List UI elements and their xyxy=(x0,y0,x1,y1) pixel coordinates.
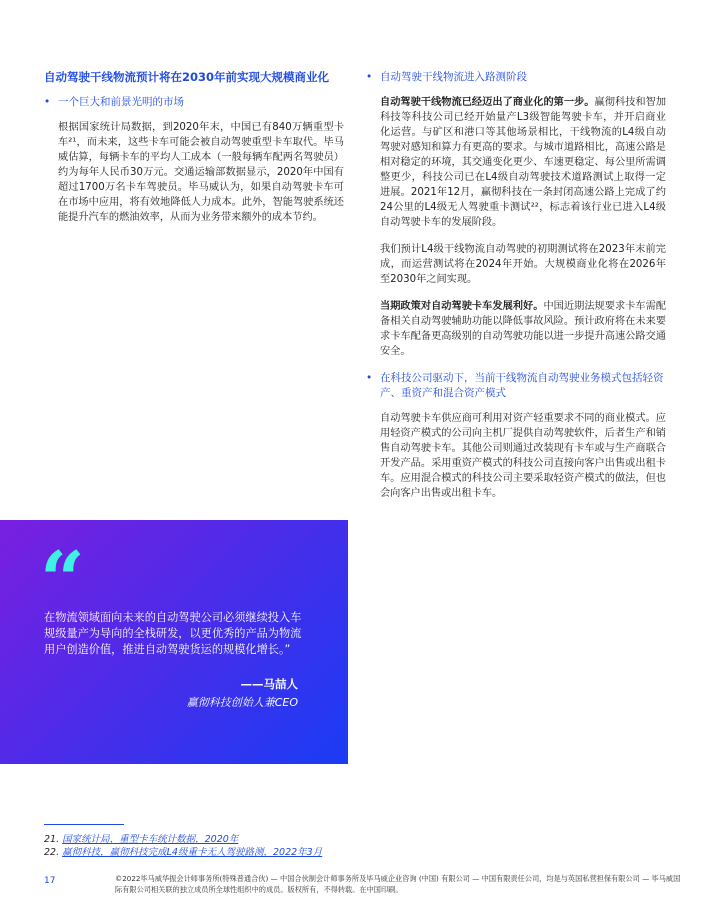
commercialization-lead: 自动驾驶干线物流已经迈出了商业化的第一步。 xyxy=(380,97,595,108)
footnote-number: 21. xyxy=(44,834,60,845)
quote-author: ——马喆人 xyxy=(240,677,298,691)
legal-notice: ©2022毕马威华振会计师事务所(特殊普通合伙) — 中国合伙制会计师事务所及毕马威企业咨询 (中国) 有限公司 — 中国有限责任公司，均是与英国私营担保有限公司 — 毕马威国际有限公司相关联的独立成员所全球性组织中的成员。版权所有，不得转载。在中国印刷。 xyxy=(115,874,681,894)
bullet-road-test-text: 自动驾驶干线物流进入路测阶段 xyxy=(380,71,527,83)
commercialization-paragraph xyxy=(380,95,666,230)
bullet-market xyxy=(44,95,344,110)
timeline-paragraph: 我们预计L4级干线物流自动驾驶的初期测试将在2023年末前完成，而运营测试将在2024年开始。大规模商业化将在2026年至2030年之间实现。 xyxy=(380,244,666,285)
footnote-link[interactable]: 赢彻科技，赢彻科技完成L4级重卡无人驾驶路测，2022年3月 xyxy=(62,847,323,858)
left-column xyxy=(44,70,344,237)
bullet-dot-icon: • xyxy=(44,96,51,108)
section-heading: 自动驾驶干线物流预计将在2030年前实现大规模商业化 xyxy=(44,70,330,84)
footnote-link[interactable]: 国家统计局，重型卡车统计数据，2020年 xyxy=(62,834,239,845)
business-models-paragraph: 自动驾驶卡车供应商可利用对资产轻重要求不同的商业模式。应用轻资产模式的公司向主机厂提供自动驾驶软件，后者生产和销售自动驾驶卡车。其他公司则通过改装现有卡车或与生产商联合开发产品。采用重资产模式的科技公司直接向客户出售或出租卡车。应用混合模式的科技公司主要采取轻资产模式的做法，但也会向客户出售或出租卡车。 xyxy=(380,413,666,499)
bullet-dot-icon: • xyxy=(366,372,373,384)
footnote-item xyxy=(44,846,322,859)
bullet-market-text: 一个巨大和前景光明的市场 xyxy=(58,96,184,108)
footnote-item xyxy=(44,833,322,846)
bullet-dot-icon: • xyxy=(366,71,373,83)
footnote-number: 22. xyxy=(44,847,60,858)
right-column xyxy=(366,70,666,513)
footnotes xyxy=(44,833,322,859)
bullet-road-test xyxy=(366,70,666,85)
footnote-divider xyxy=(44,824,124,825)
quote-author-role: 赢彻科技创始人兼CEO xyxy=(186,696,298,709)
commercialization-text: 赢彻科技和智加科技等科技公司已经开始量产L3级智能驾驶卡车，并开启商业化运营。与矿区和港口等其他场景相比，干线物流的L4级自动驾驶对感知和算力有更高的要求。与城市道路相比，高速公路是相对稳定的环境，其交通变化更少、车速更稳定、每公里所需调整更少，科技公司已在L4级自动驾驶技术道路测试上取得一定进展。2021年12月，赢彻科技在一条封闭高速公路上完成了约24公里的L4级无人驾驶重卡测试²²，标志着该行业已进入L4级自动驾驶卡车的发展阶段。 xyxy=(380,97,667,228)
policy-lead: 当期政策对自动驾驶卡车发展利好。 xyxy=(380,301,544,312)
quote-text: 在物流领域面向未来的自动驾驶公司必须继续投入车规级量产为导向的全栈研发，以更优秀的产品为物流用户创造价值，推进自动驾驶货运的规模化增长。” xyxy=(44,611,302,656)
market-paragraph: 根据国家统计局数据，到2020年末，中国已有840万辆重型卡车²¹，而未来，这些卡车可能会被自动驾驶重型卡车取代。毕马威估算，每辆卡车的平均人工成本（一般每辆车配两名驾驶员）约为每年人民币30万元。交通运输部数据显示，2020年中国有超过1700万名卡车驾驶员。毕马威认为，如果自动驾驶卡车可在市场中应用，将有效地降低人力成本。此外，智能驾驶系统还能提升汽车的燃油效率，从而为业务带来额外的成本节约。 xyxy=(58,122,344,223)
page-number: 17 xyxy=(44,876,56,886)
quote-mark-icon: “ xyxy=(40,535,85,626)
policy-paragraph xyxy=(380,299,666,359)
quote-box xyxy=(0,520,348,764)
bullet-business-models xyxy=(366,371,666,401)
bullet-business-models-text: 在科技公司驱动下，当前干线物流自动驾驶业务模式包括轻资产、重资产和混合资产模式 xyxy=(380,372,664,399)
policy-text: 中国近期法规要求卡车需配备相关自动驾驶辅助功能以降低事故风险。预计政府将在未来要求卡车配备更高级别的自动驾驶功能以进一步提升高速公路交通安全。 xyxy=(380,301,667,357)
